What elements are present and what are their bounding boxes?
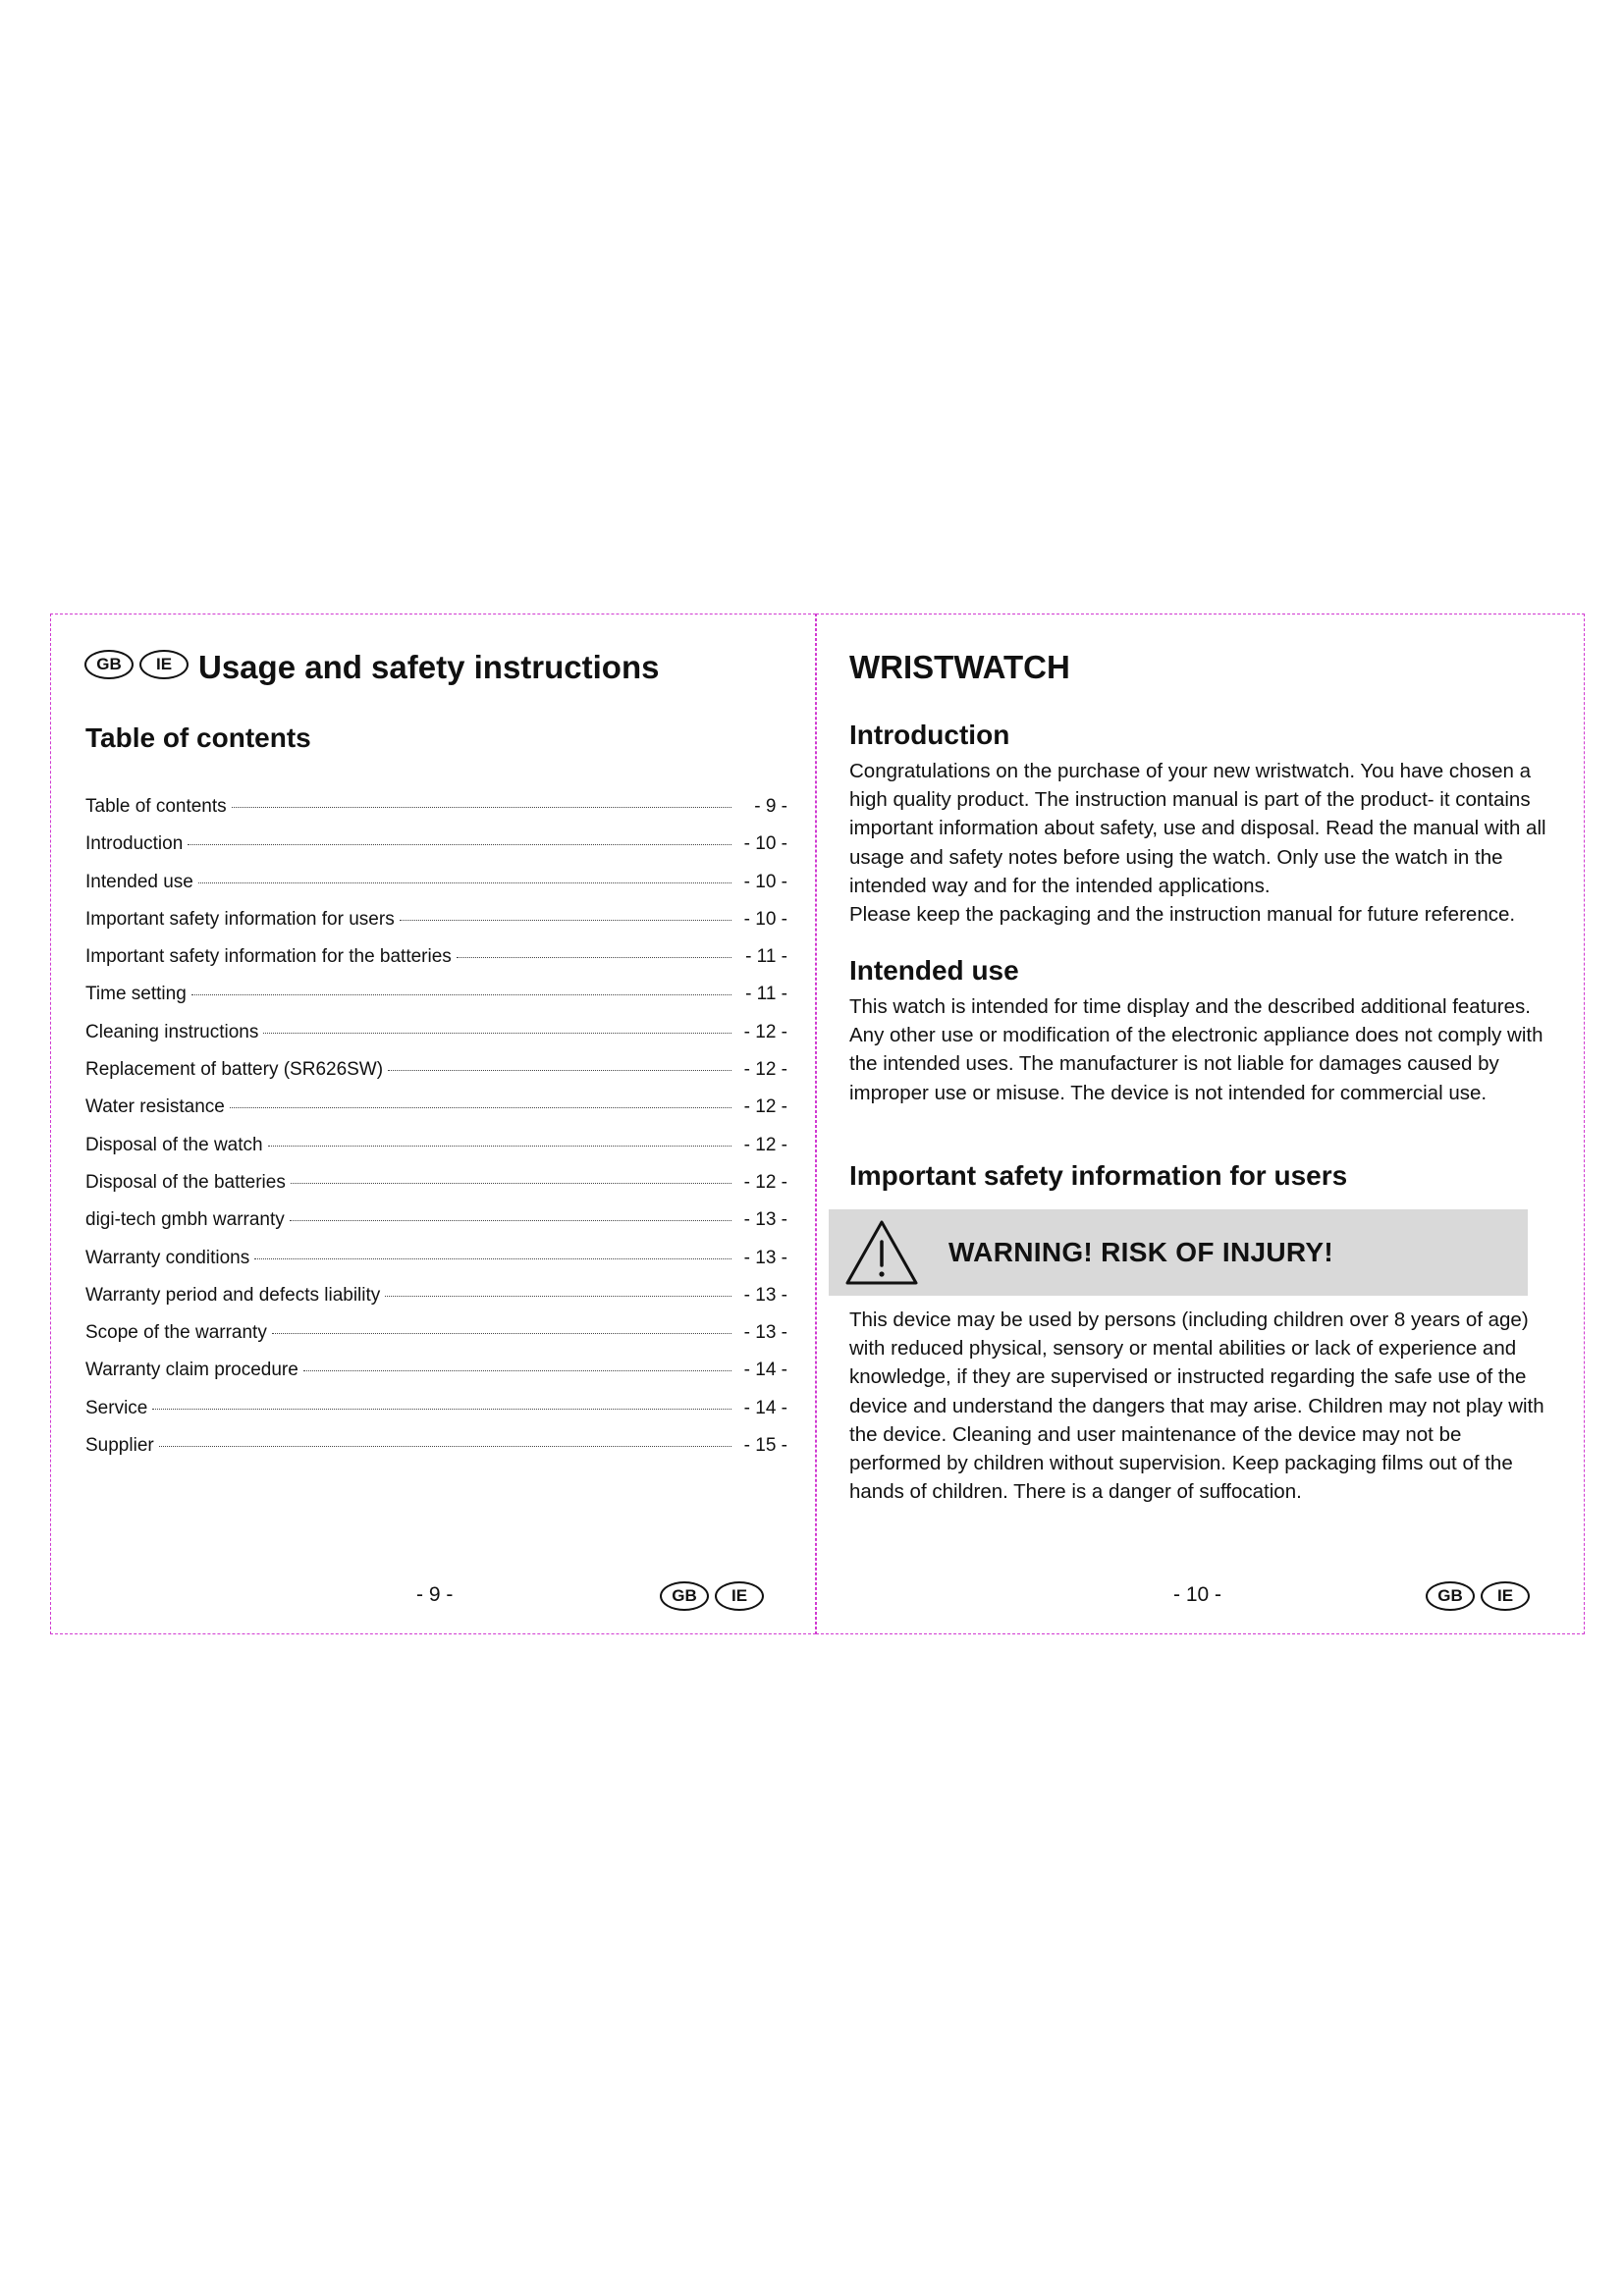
toc-entry-label: Important safety information for the batteries [85,946,452,968]
gb-badge: GB [1426,1581,1475,1611]
introduction-text-2: Please keep the packaging and the instruction manual for future reference. [849,903,1516,926]
toc-entry-label: Warranty period and defects liability [85,1284,381,1306]
toc-leader-dots [291,1183,731,1184]
toc-entry-label: Disposal of the batteries [85,1171,286,1193]
toc-leader-dots [188,844,731,845]
toc-leader-dots [268,1146,731,1147]
ie-badge: IE [715,1581,764,1611]
warning-banner [829,1209,1528,1296]
toc-entry-page: - 12 - [743,1171,787,1193]
toc-entry [85,1096,787,1134]
gb-badge: GB [660,1581,709,1611]
safety-heading: Important safety information for users [849,1160,1348,1191]
toc-entry-label: Supplier [85,1435,154,1457]
page-title: WRISTWATCH [849,649,1070,685]
toc-entry-label: Introduction [85,833,184,855]
warning-triangle-icon [844,1218,919,1287]
toc-entry-page: - 10 - [743,871,787,892]
toc-entry-page: - 13 - [743,1284,787,1306]
toc-entry [85,1209,787,1247]
toc-entry-page: - 10 - [743,908,787,930]
footer-badges [660,1581,764,1611]
toc-leader-dots [152,1409,731,1410]
toc-entry-label: Scope of the warranty [85,1322,267,1344]
toc-entry-label: digi-tech gmbh warranty [85,1209,285,1231]
toc-entry-page: - 10 - [743,833,787,855]
toc-entry-label: Warranty claim procedure [85,1360,298,1381]
introduction-text: Congratulations on the purchase of your new wristwatch. You have chosen a high quality product. The instruction manual is part of the product- it contains important information about safety, use and disposal. Read the manual with all usage and safety notes before using the watch. Only use the watch in the intended way and for the intended applications. [849,760,1546,897]
page-title: Usage and safety instructions [198,649,660,685]
toc-leader-dots [191,994,731,995]
toc-entry-label: Warranty conditions [85,1247,250,1268]
toc-leader-dots [385,1296,731,1297]
toc-entry-label: Cleaning instructions [85,1021,259,1042]
page-number: - 10 - [1173,1583,1222,1606]
left-page [50,614,816,1634]
toc-entry-page: - 11 - [745,946,787,968]
toc-entry [85,1135,787,1172]
toc-entry-page: - 12 - [743,1059,787,1081]
toc-entry-label: Service [85,1397,148,1418]
toc-entry-label: Table of contents [85,796,227,817]
table-of-contents [85,796,787,1472]
ie-badge: IE [139,650,189,679]
right-page [816,614,1585,1634]
toc-entry-page: - 13 - [743,1322,787,1344]
toc-entry-page: - 9 - [754,796,787,817]
toc-entry-page: - 15 - [743,1435,787,1457]
toc-entry-page: - 12 - [743,1096,787,1118]
toc-leader-dots [457,957,731,958]
toc-entry-label: Water resistance [85,1096,225,1118]
toc-entry-page: - 13 - [743,1247,787,1268]
toc-entry [85,946,787,984]
toc-entry [85,1360,787,1397]
toc-entry [85,1022,787,1059]
toc-entry [85,984,787,1021]
warning-text: WARNING! RISK OF INJURY! [948,1237,1333,1267]
ie-badge: IE [1481,1581,1530,1611]
toc-entry [85,1398,787,1435]
introduction-heading: Introduction [849,720,1010,750]
toc-entry-label: Disposal of the watch [85,1134,263,1155]
toc-entry-page: - 11 - [745,984,787,1005]
page-number: - 9 - [416,1583,454,1606]
toc-entry [85,796,787,833]
toc-entry-label: Intended use [85,871,193,892]
toc-leader-dots [388,1070,731,1071]
toc-heading: Table of contents [85,722,311,753]
intended-use-text: This watch is intended for time display and the described additional features. Any other use or modification of the electronic appliance does not comply with the intended uses. The manufacturer is not liable for damages caused by improper use or misuse. The device is not intended for commercial use. [849,995,1543,1104]
intended-use-heading: Intended use [849,955,1019,986]
toc-entry-label: Time setting [85,984,187,1005]
toc-leader-dots [263,1033,731,1034]
toc-entry [85,1285,787,1322]
toc-entry [85,872,787,909]
toc-entry-page: - 14 - [743,1397,787,1418]
toc-entry-page: - 12 - [743,1021,787,1042]
toc-entry [85,1322,787,1360]
toc-entry [85,833,787,871]
toc-entry-page: - 14 - [743,1360,787,1381]
toc-leader-dots [272,1333,731,1334]
gb-badge: GB [84,650,134,679]
toc-entry [85,1248,787,1285]
toc-entry-page: - 12 - [743,1134,787,1155]
safety-text: This device may be used by persons (including children over 8 years of age) with reduced physical, sensory or mental abilities or lack of experience and knowledge, if they are supervised or instructed regarding the safe use of the device and understand the dangers that may arise. Children may not play with the device. Cleaning and user maintenance of the device may not be performed by children without supervision. Keep packaging films out of the hands of children. There is a danger of suffocation. [849,1308,1544,1504]
header-badges [84,650,189,679]
toc-entry-page: - 13 - [743,1209,787,1231]
toc-leader-dots [159,1446,731,1447]
toc-leader-dots [303,1370,731,1371]
toc-leader-dots [254,1258,731,1259]
footer-badges [1426,1581,1530,1611]
toc-leader-dots [232,807,731,808]
toc-leader-dots [230,1107,731,1108]
toc-entry-label: Important safety information for users [85,908,395,930]
toc-entry [85,1435,787,1472]
toc-entry [85,1172,787,1209]
toc-leader-dots [290,1220,731,1221]
toc-entry [85,1059,787,1096]
toc-leader-dots [198,882,731,883]
toc-leader-dots [400,920,731,921]
toc-entry [85,909,787,946]
toc-entry-label: Replacement of battery (SR626SW) [85,1059,384,1081]
